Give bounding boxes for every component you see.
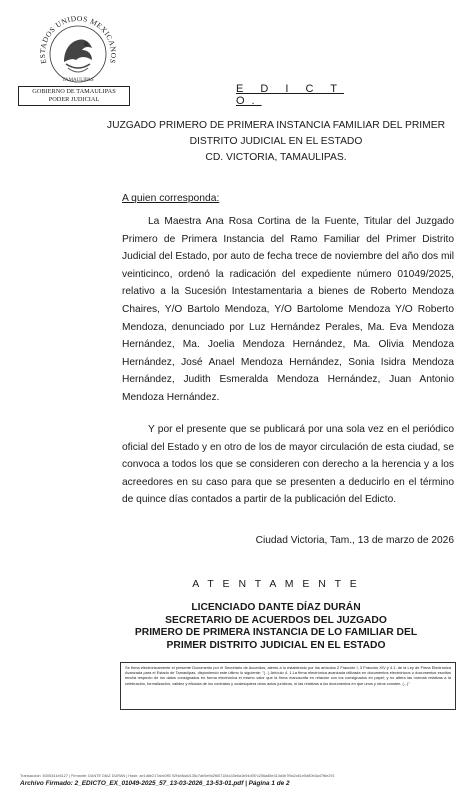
government-box — [18, 86, 130, 106]
signed-file-footer: Archivo Firmado: 2_EDICTO_EX_01049-2025_57_13-03-2026_13-53-01.pdf | Página 1 de 2 — [20, 780, 290, 787]
document-type-title: E D I C T O. — [236, 83, 345, 107]
signer-title-3: PRIMER DISTRITO JUDICIAL EN EL ESTADO — [166, 639, 386, 651]
closing-atentamente: A T E N T A M E N T E — [192, 578, 360, 590]
date-place-line: Ciudad Victoria, Tam., 13 de marzo de 2026 — [255, 535, 454, 546]
signature-block — [100, 602, 452, 652]
electronic-signature-notice: Se firma electrónicamente el presente Documento por el Secretario de Acuerdos, atento a lo establecido por los artículos 2 Fracción I, 3 Fracción XIV y 4.1, de la Ley de Firma Electrónica Avanzada para el Estado de Tamaulipas, disponiendo este último lo siguiente: "(...) Artículo 4. 1.La firma electrónica avanzada utilizada en documentos electrónicos o documentos escritos tendrá respecto de los datos consignados en forma electrónica el mismo valor que la firma manuscrita en relación con los consignados en papel; y no altera las normas relativas a la celebración, formalización, validez y eficacia de los contratos y cualesquiera otros actos jurídicos, ni las relativas a los documentos en que unos y otros consten. (...)" — [120, 662, 456, 710]
signer-title-1: SECRETARIO DE ACUERDOS DEL JUZGADO — [165, 614, 387, 626]
seal-inner-text: TAMAULIPAS — [62, 78, 94, 83]
government-line-2: PODER JUDICIAL — [48, 96, 100, 103]
court-line-3: CD. VICTORIA, TAMAULIPAS. — [205, 152, 347, 163]
court-line-1: JUZGADO PRIMERO DE PRIMERA INSTANCIA FAMILIAR DEL PRIMER — [106, 120, 446, 131]
mexican-coat-of-arms-icon — [28, 10, 128, 90]
paragraph-radication: La Maestra Ana Rosa Cortina de la Fuente, Titular del Juzgado Primero de Primera Instancia del Ramo Familiar del Primer Distrito Judicial del Estado, por auto de fecha trece de noviembre del año dos mil veinticinco, ordenó la radicación del expediente número 01049/2025, relativo a la Sucesión Intestamentaria a bienes de Roberto Mendoza Chaires, Y/O Bartolo Mendoza, Y/O Bartolome Mendoza Y/O Roberto Mendoza, denunciado por Luz Hernández Perales, Ma. Eva Mendoza Hernández, Ma. Joelia Mendoza Hernández, Ma. Olivia Mendoza Hernández, José Anael Mendoza Hernández, Sonia Isidra Mendoza Hernández, Judith Esmeralda Mendoza Hernández, Juan Antonio Mendoza Hernández. — [122, 216, 454, 403]
signature-hash-line: Transacción: 8305341e5127 | Firmante: DANTE DÍAZ DURÁN | Hash: ae1d8e217abc0ff3 92f4e8da0135c7ab5e9d2f607184c33e6a1b94d0f7c256a88e310d4b7f9a2c61e5d80b3a47f6e291 — [20, 774, 335, 778]
court-heading — [100, 118, 452, 166]
signer-title-2: PRIMERO DE PRIMERA INSTANCIA DE LO FAMILIAR DEL — [134, 627, 418, 639]
seal-ring-text: ESTADOS UNIDOS MEXICANOS — [37, 13, 119, 65]
salutation: A quien corresponda: — [122, 193, 220, 204]
government-line-1: GOBIERNO DE TAMAULIPAS — [32, 88, 116, 95]
court-line-2: DISTRITO JUDICIAL EN EL ESTADO — [189, 136, 363, 147]
paragraph-convocation: Y por el presente que se publicará por una sola vez en el periódico oficial del Estado y en otro de los de mayor circulación de esta ciudad, se convoca a todos los que se consideren con derecho a la herencia y a los acreedores en su caso para que se presenten a deducirlo en el término de quince días contados a partir de la publicación del Edicto. — [122, 424, 454, 506]
signer-name: LICENCIADO DANTE DÍAZ DURÁN — [191, 602, 361, 613]
coat-of-arms-seal — [28, 10, 128, 90]
